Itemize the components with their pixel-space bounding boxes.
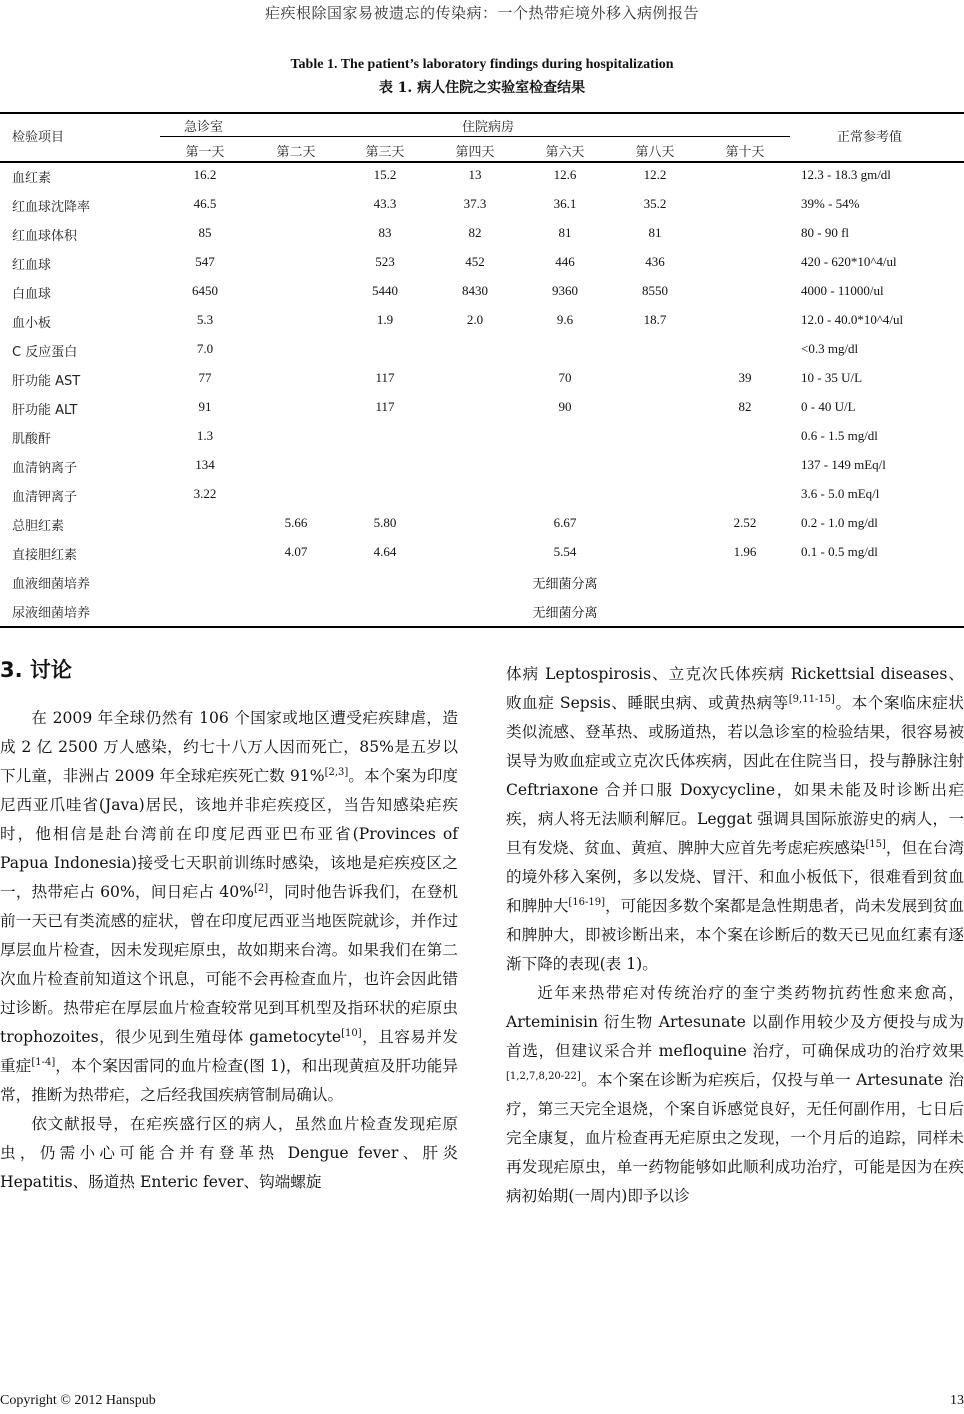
- row-reference: 0.1 - 0.5 mg/dl: [801, 544, 878, 559]
- row-value: 82: [738, 399, 752, 414]
- row-reference: 80 - 90 fl: [801, 225, 850, 240]
- table-top-rule: [0, 112, 964, 114]
- row-reference: <0.3 mg/dl: [801, 341, 859, 356]
- row-label: 红血球体积: [12, 229, 78, 244]
- row-value: 452: [465, 254, 485, 269]
- row-value: 82: [468, 225, 482, 240]
- text-run: ，且容易并发重症: [0, 1028, 458, 1075]
- text-run: 体病 Leptospirosis、立克次氏体疾病 Rickettsial diseases、败血症 Sepsis、睡眠虫病、或黄热病等: [506, 665, 964, 712]
- row-value: 无细菌分离: [532, 577, 598, 592]
- day-header: 第一天: [185, 145, 225, 160]
- text-run: ，同时他告诉我们，在登机前一天已有类流感的症状，曾在印度尼西亚当地医院就诊，并作过厚层血片检查，因未发现疟原虫，故如期来台湾。如果我们在第二次血片检查前知道这个讯息，可能不会再检查血片，也许会因此错过诊断。热带疟在厚层血片检查较常见到耳机型及指环状的疟原虫 trophozoites，很少见到生殖母体 gametocyte: [0, 883, 458, 1046]
- table-header-rule: [0, 161, 964, 163]
- row-label: 总胆红素: [12, 519, 65, 534]
- row-value: 523: [375, 254, 395, 269]
- text-run: 。本个案在诊断为疟疾后，仅投与单一 Artesunate 治疗，第三天完全退烧，个案自诉感觉良好，无任何副作用，七日后完全康复，血片检查再无疟原虫之发现，一个月后的追踪，同样未再发现疟原虫，单一药物能够如此顺利成功治疗，可能是因为在疾病初始期(一周内)即予以诊: [506, 1071, 964, 1205]
- row-value: 2.52: [733, 515, 757, 530]
- table-group-rule: [160, 136, 790, 137]
- row-label: C 反应蛋白: [12, 345, 78, 360]
- row-value: 1.9: [376, 312, 394, 327]
- row-value: 547: [195, 254, 215, 269]
- row-label: 红血球沈降率: [12, 200, 91, 215]
- row-value: 2.0: [466, 312, 484, 327]
- row-value: 4.07: [284, 544, 308, 559]
- header-group-ward: 住院病房: [462, 120, 515, 135]
- row-value: 446: [555, 254, 575, 269]
- row-reference: 0 - 40 U/L: [801, 399, 856, 414]
- row-label: 肌酸酐: [12, 432, 52, 447]
- citation[interactable]: [1,2,7,8,20-22]: [506, 1071, 581, 1082]
- row-value: 9.6: [556, 312, 574, 327]
- row-reference: 137 - 149 mEq/l: [801, 457, 886, 472]
- row-value: 5.66: [284, 515, 308, 530]
- row-value: 85: [198, 225, 212, 240]
- row-value: 39: [738, 370, 752, 385]
- row-label: 白血球: [12, 287, 52, 302]
- row-value: 8430: [462, 283, 488, 298]
- row-reference: 12.3 - 18.3 gm/dl: [801, 167, 891, 182]
- row-value: 13: [468, 167, 482, 182]
- row-label: 血液细菌培养: [12, 577, 91, 592]
- row-label: 红血球: [12, 258, 52, 273]
- day-header: 第十天: [725, 145, 765, 160]
- row-value: 35.2: [643, 196, 667, 211]
- text-run: 。本个案临床症状类似流感、登革热、或肠道热，若以急诊室的检验结果，很容易被误导为败血症或立克次氏体疾病，因此在住院当日，投与静脉注射 Ceftriaxone 合并口服 Doxycycline，如果未能及时诊断出疟疾，病人将无法顺利解厄。Leggat 强调具国际旅游史的病人，一旦有发烧、贫血、黄疸、脾肿大应首先考虑疟疾感染: [506, 694, 964, 857]
- row-value: 134: [195, 457, 215, 472]
- row-label: 血小板: [12, 316, 52, 331]
- running-head: 疟疾根除国家易被遗忘的传染病：一个热带疟境外移入病例报告: [264, 4, 699, 22]
- day-header: 第二天: [276, 145, 316, 160]
- text-run: 依文献报导，在疟疾盛行区的病人，虽然血片检查发现疟原虫，仍需小心可能合并有登革热 Dengue fever、肝炎 Hepatitis、肠道热 Enteric fever、钩端螺旋: [0, 1115, 458, 1191]
- citation[interactable]: [2]: [253, 883, 269, 894]
- row-value: 81: [648, 225, 662, 240]
- day-header: 第八天: [635, 145, 675, 160]
- row-reference: 0.6 - 1.5 mg/dl: [801, 428, 878, 443]
- text-run: 在 2009 年全球仍然有 106 个国家或地区遭受疟疾肆虐，造成 2 亿 2500 万人感染，约七十八万人因而死亡，85%是五岁以下儿童，非洲占 2009 年全球疟疾死亡数 91%: [0, 709, 458, 785]
- row-value: 5.80: [373, 515, 397, 530]
- row-value: 7.0: [196, 341, 214, 356]
- text-run: ，但在台湾的境外移入案例，多以发烧、冒汗、和血小板低下，很难看到贫血和脾肿大: [506, 839, 964, 915]
- row-reference: 39% - 54%: [801, 196, 860, 211]
- text-column-right: [506, 660, 964, 1211]
- row-value: 6.67: [553, 515, 577, 530]
- row-label: 血清钾离子: [12, 490, 78, 505]
- row-value: 9360: [552, 283, 578, 298]
- row-value: 46.5: [193, 196, 217, 211]
- row-value: 91: [198, 399, 212, 414]
- row-value: 43.3: [373, 196, 397, 211]
- row-value: 90: [558, 399, 572, 414]
- row-label: 直接胆红素: [12, 548, 78, 563]
- row-label: 血红素: [12, 171, 52, 186]
- row-value: 37.3: [463, 196, 487, 211]
- row-reference: 420 - 620*10^4/ul: [801, 254, 897, 269]
- row-value: 36.1: [553, 196, 577, 211]
- row-value: 4.64: [373, 544, 397, 559]
- table-bottom-rule: [0, 626, 964, 628]
- text-run: ，可能因多数个案都是急性期患者，尚未发展到贫血和脾肿大，即被诊断出来，本个案在诊断后的数天已见血红素有逐渐下降的表现(表 1)。: [506, 897, 964, 973]
- row-value: 77: [198, 370, 212, 385]
- citation[interactable]: [1-4]: [31, 1057, 56, 1068]
- citation[interactable]: [10]: [341, 1028, 362, 1039]
- row-value: 1.96: [733, 544, 757, 559]
- citation[interactable]: [15]: [865, 839, 886, 850]
- row-value: 5.54: [553, 544, 577, 559]
- row-reference: 4000 - 11000/ul: [801, 283, 884, 298]
- row-value: 8550: [642, 283, 668, 298]
- row-value: 5440: [372, 283, 398, 298]
- row-reference: 12.0 - 40.0*10^4/ul: [801, 312, 904, 327]
- paragraph: [0, 704, 458, 1110]
- row-value: 18.7: [643, 312, 667, 327]
- table-caption-en: Table 1. The patient’s laboratory findings during hospitalization: [290, 57, 674, 72]
- row-value: 83: [378, 225, 392, 240]
- row-reference: 3.6 - 5.0 mEq/l: [801, 486, 880, 501]
- row-value: 117: [375, 370, 395, 385]
- row-label: 肝功能 ALT: [12, 403, 78, 418]
- section-heading: 3. 讨论: [0, 658, 72, 682]
- paragraph: [0, 1110, 458, 1197]
- day-header: 第四天: [455, 145, 495, 160]
- header-reference: 正常参考值: [837, 130, 903, 145]
- row-value: 6450: [192, 283, 218, 298]
- text-column-left: [0, 704, 458, 1197]
- copyright: Copyright © 2012 Hanspub: [0, 1393, 156, 1408]
- row-value: 16.2: [193, 167, 217, 182]
- row-value: 12.6: [553, 167, 577, 182]
- text-run: 近年来热带疟对传统治疗的奎宁类药物抗药性愈来愈高，Arteminisin 衍生物 Artesunate 以副作用较少及方便投与成为首选，但建议采合并 mefloquine 治疗，可确保成功的治疗效果: [506, 984, 964, 1060]
- citation[interactable]: [2,3]: [324, 767, 349, 778]
- text-run: 。本个案为印度尼西亚爪哇省(Java)居民，该地并非疟疾疫区，当告知感染疟疾时，他相信是赴台湾前在印度尼西亚巴布亚省(Provinces of Papua Indonesia)接受七天职前训练时感染，该地是疟疾疫区之一，热带疟占 60%，间日疟占 40%: [0, 767, 458, 901]
- row-value: 3.22: [193, 486, 217, 501]
- paragraph: [506, 660, 964, 979]
- table-caption-zh: 表 1. 病人住院之实验室检查结果: [378, 80, 586, 96]
- citation[interactable]: [16-19]: [568, 897, 606, 908]
- paragraph: [506, 979, 964, 1211]
- row-value: 15.2: [373, 167, 397, 182]
- row-value: 12.2: [643, 167, 667, 182]
- row-reference: 0.2 - 1.0 mg/dl: [801, 515, 878, 530]
- row-label: 肝功能 AST: [12, 374, 81, 389]
- row-reference: 10 - 35 U/L: [801, 370, 863, 385]
- header-item: 检验项目: [12, 130, 65, 145]
- row-value: 436: [645, 254, 665, 269]
- row-value: 5.3: [196, 312, 214, 327]
- row-value: 无细菌分离: [532, 606, 598, 621]
- header-group-er: 急诊室: [184, 120, 224, 135]
- page-number: 13: [950, 1393, 964, 1408]
- day-header: 第六天: [545, 145, 585, 160]
- citation[interactable]: [9,11-15]: [788, 694, 835, 705]
- row-label: 血清钠离子: [12, 461, 78, 476]
- text-run: ，本个案因雷同的血片检查(图 1)，和出现黄疸及肝功能异常，推断为热带疟，之后经我国疾病管制局确认。: [0, 1057, 458, 1104]
- row-label: 尿液细菌培养: [12, 606, 91, 621]
- row-value: 70: [558, 370, 572, 385]
- row-value: 1.3: [196, 428, 214, 443]
- row-value: 117: [375, 399, 395, 414]
- row-value: 81: [558, 225, 572, 240]
- day-header: 第三天: [365, 145, 405, 160]
